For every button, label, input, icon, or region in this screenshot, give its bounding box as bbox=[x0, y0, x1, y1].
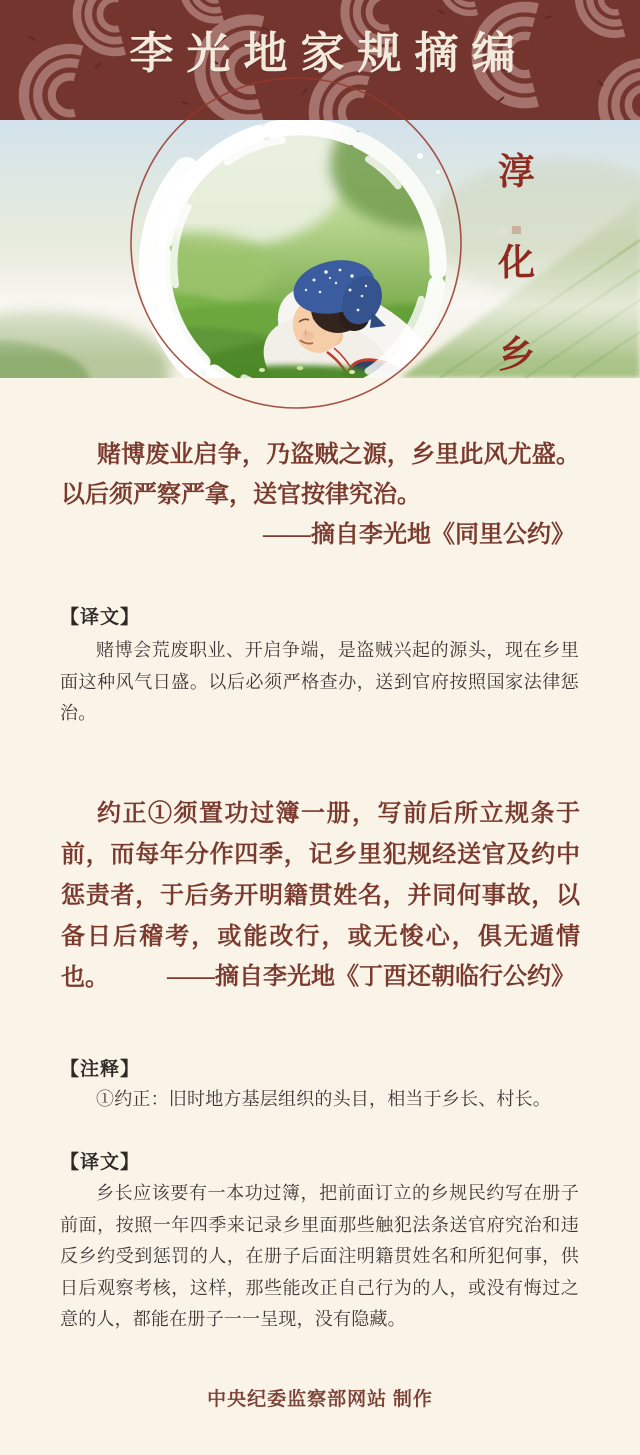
footer-credit: 中央纪委监察部网站 制作 bbox=[207, 1389, 433, 1410]
caption-char: 淳 bbox=[497, 151, 535, 194]
quote-2-text: 约正①须置功过簿一册，写前后所立规条于前，而每年分作四季，记乡里犯规经送官及约中惩责者，于后务开明籍贯姓名，并同何事故，以备日后稽考，或能改行，或无悛心，俱无遁情也。 bbox=[61, 801, 580, 991]
hero-caption-vertical bbox=[492, 151, 540, 378]
hero-scene bbox=[0, 120, 640, 378]
translation-1-text: 赌博会荒废职业、开启争端，是盗贼兴起的源头，现在乡里面这种风气日盛。以后必须严格查办，送到官府按照国家法律惩治。 bbox=[60, 640, 579, 723]
hero-band bbox=[0, 120, 640, 378]
quote-1-text: 赌博废业启争，乃盗贼之源，乡里此风尤盛。以后须严察严拿，送官按律究治。 bbox=[61, 442, 580, 508]
translation-1-label: 【译文】 bbox=[60, 607, 141, 628]
quote-2-attribution: ——摘自李光地《丁酉还朝临行公约》 bbox=[167, 964, 575, 990]
header bbox=[0, 0, 640, 120]
note-label: 【注释】 bbox=[60, 1059, 141, 1080]
caption-char: 化 bbox=[497, 243, 535, 285]
page-title: 李光地家规摘编 bbox=[129, 29, 529, 78]
caption-char: 乡 bbox=[497, 334, 535, 376]
note-text: ①约正：旧时地方基层组织的头目，相当于乡长、村长。 bbox=[96, 1089, 551, 1109]
translation-2-text: 乡长应该要有一本功过簿，把前面订立的乡规民约写在册子前面，按照一年四季来记录乡里面那些触犯法条送官府究治和违反乡约受到惩罚的人，在册子后面注明籍贯姓名和所犯何事，供日后观察考核，这样，那些能改正自己行为的人，或没有悔过之意的人，都能在册子一一呈现，没有隐藏。 bbox=[60, 1183, 579, 1329]
quote-1-attribution: ——摘自李光地《同里公约》 bbox=[263, 522, 575, 548]
translation-2-label: 【译文】 bbox=[60, 1152, 141, 1173]
